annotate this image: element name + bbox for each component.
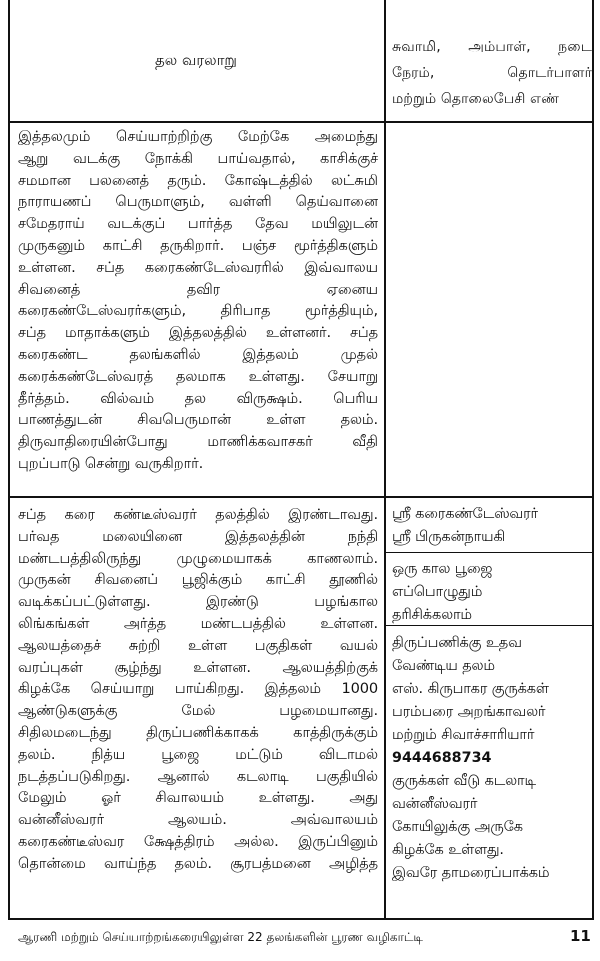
text-line: வரப்புகள் சூழ்ந்து உள்ளன. ஆலயத்திற்குக்: [18, 658, 378, 676]
table-border-right: [592, 0, 594, 920]
text-line: நடத்தப்படுகிறது. ஆனால் கடலாடி பகுதியில்: [18, 767, 378, 785]
info-heading-line: நேரம், தொடர்பாளர்: [392, 65, 592, 81]
text-line: முருகன் சிவனைப் பூஜிக்கும் காட்சி தூணில்: [18, 571, 378, 589]
deity-line: ஸ்ரீ பிருகன்நாயகி: [392, 529, 506, 545]
text-line: திருவாதிரையின்போது மாணிக்கவாசகர் வீதி: [18, 433, 378, 451]
text-line: சமேதராய் வடக்குப் பார்த்த தேவ மயிலுடன்: [18, 215, 378, 233]
info-heading-line: மற்றும் தொலைபேசி எண்: [392, 91, 560, 107]
text-line: லிங்கங்கள் அர்த்த மண்டபத்தில் உள்ளன.: [18, 614, 378, 632]
text-line: மண்டபத்திலிருந்து முழுமையாகக் காணலாம்.: [18, 549, 378, 567]
contact-line: பரம்பரை அறங்காவலர்: [392, 704, 546, 720]
text-line: கரைகண்டீஸ்வர க்ஷேத்திரம் அல்ல. இருப்பினும்: [18, 832, 378, 850]
page-number: 11: [570, 927, 591, 945]
text-line: உள்ளன. சப்த கரைகண்டேஸ்வரரில் இவ்வாலய: [18, 258, 378, 276]
text-line: வன்னீஸ்வரர் ஆலயம். அவ்வாலயம்: [18, 811, 378, 829]
history-heading-text: தல வரலாறு: [155, 51, 237, 69]
contact-line: கிழக்கே உள்ளது.: [392, 842, 504, 858]
text-line: இத்தலமும் செய்யாற்றிற்கு மேற்கே அமைந்து: [18, 128, 378, 145]
contact-info: [392, 632, 588, 885]
deity-line: ஸ்ரீ கரைகண்டேஸ்வரர்: [392, 506, 538, 522]
text-line: நாராயணப் பெருமாளும், வள்ளி தெய்வானை: [18, 193, 378, 211]
contact-line: வன்னீஸ்வரர்: [392, 796, 478, 812]
contact-line: இவரே தாமரைப்பாக்கம்: [392, 865, 550, 881]
pooja-timings: [392, 558, 588, 627]
pooja-line: தரிசிக்கலாம்: [392, 607, 472, 623]
text-line: கிழக்கே செய்யாறு பாய்கிறது. இத்தலம் 1000: [18, 680, 378, 698]
text-line: ஆறு வடக்கு நோக்கி பாய்வதால், காசிக்குச்: [18, 149, 378, 167]
text-line: வடிக்கப்பட்டுள்ளது. இரண்டு பழங்கால: [18, 593, 378, 611]
side-divider: [384, 552, 594, 553]
text-line: ஆலயத்தைச் சுற்றி உள்ள பகுதிகள் வயல்: [18, 636, 378, 654]
text-line: கரைகண்ட தலங்களில் இத்தலம் முதல்: [18, 345, 378, 363]
history-paragraph-1: [18, 126, 378, 475]
contact-line: எஸ். கிருபாகர குருக்கள்: [392, 681, 549, 697]
text-line: தொன்மை வாய்ந்த தலம். சூரபத்மனை அழித்த: [18, 854, 378, 872]
history-heading: [8, 0, 384, 122]
text-line: சிதிலமடைந்து திருப்பணிக்காகக் காத்திருக்கும்: [18, 723, 378, 741]
text-line: கரைக்கண்டேஸ்வரத் தலமாக உள்ளது. சேயாறு: [18, 367, 378, 385]
info-heading: [392, 34, 592, 112]
column-divider: [384, 0, 386, 920]
contact-line: குருக்கள் வீடு கடலாடி: [392, 773, 536, 789]
info-heading-line: சுவாமி, அம்பாள், நடை: [392, 39, 592, 55]
contact-line: திருப்பணிக்கு உதவ: [392, 635, 522, 651]
text-line: சப்த கரை கண்டீஸ்வரர் தலத்தில் இரண்டாவது.: [18, 506, 378, 523]
text-line: பாணத்துடன் சிவபெருமான் உள்ள தலம்.: [18, 411, 378, 429]
row-divider: [8, 918, 594, 920]
text-line: ஆண்டுகளுக்கு மேல் பழமையானது.: [18, 702, 378, 720]
text-line: சமமான பலனைத் தரும். கோஷ்டத்தில் லட்சுமி: [18, 171, 378, 189]
text-line: மேலும் ஓர் சிவாலயம் உள்ளது. அது: [18, 789, 378, 807]
footer-title: ஆரணி மற்றும் செய்யாற்றங்கரையிலுள்ள 22 தலங்களின் பூரண வழிகாட்டி: [18, 930, 423, 944]
contact-line: வேண்டிய தலம்: [392, 658, 495, 674]
history-paragraph-2: [18, 504, 378, 875]
deity-names: [392, 503, 588, 549]
phone-number: 9444688734: [392, 750, 492, 766]
text-line: முருகனும் காட்சி தருகிறார். பஞ்ச மூர்த்திகளும்: [18, 236, 378, 254]
row-divider: [8, 496, 594, 498]
contact-line: மற்றும் சிவாச்சாரியார்: [392, 727, 535, 743]
text-line: சிவனைத் தவிர ஏனைய: [18, 280, 378, 298]
pooja-line: ஒரு கால பூஜை: [392, 561, 493, 577]
text-line: தீர்த்தம். வில்வம் தல விருக்ஷம். பெரிய: [18, 389, 378, 407]
text-line: தலம். நித்ய பூஜை மட்டும் விடாமல்: [18, 745, 378, 763]
text-line: சப்த மாதாக்களும் இத்தலத்தில் உள்ளனர். சப்த: [18, 324, 378, 342]
text-line: பர்வத மலையினை இத்தலத்தின் நந்தி: [18, 527, 378, 545]
text-line: புறப்பாடு சென்று வருகிறார்.: [18, 454, 204, 472]
contact-line: கோயிலுக்கு அருகே: [392, 819, 523, 835]
text-line: கரைகண்டேஸ்வரர்களும், திரிபாத மூர்த்தியும்,: [18, 302, 378, 320]
table-border-left: [8, 0, 10, 920]
pooja-line: எப்பொழுதும்: [392, 584, 483, 600]
